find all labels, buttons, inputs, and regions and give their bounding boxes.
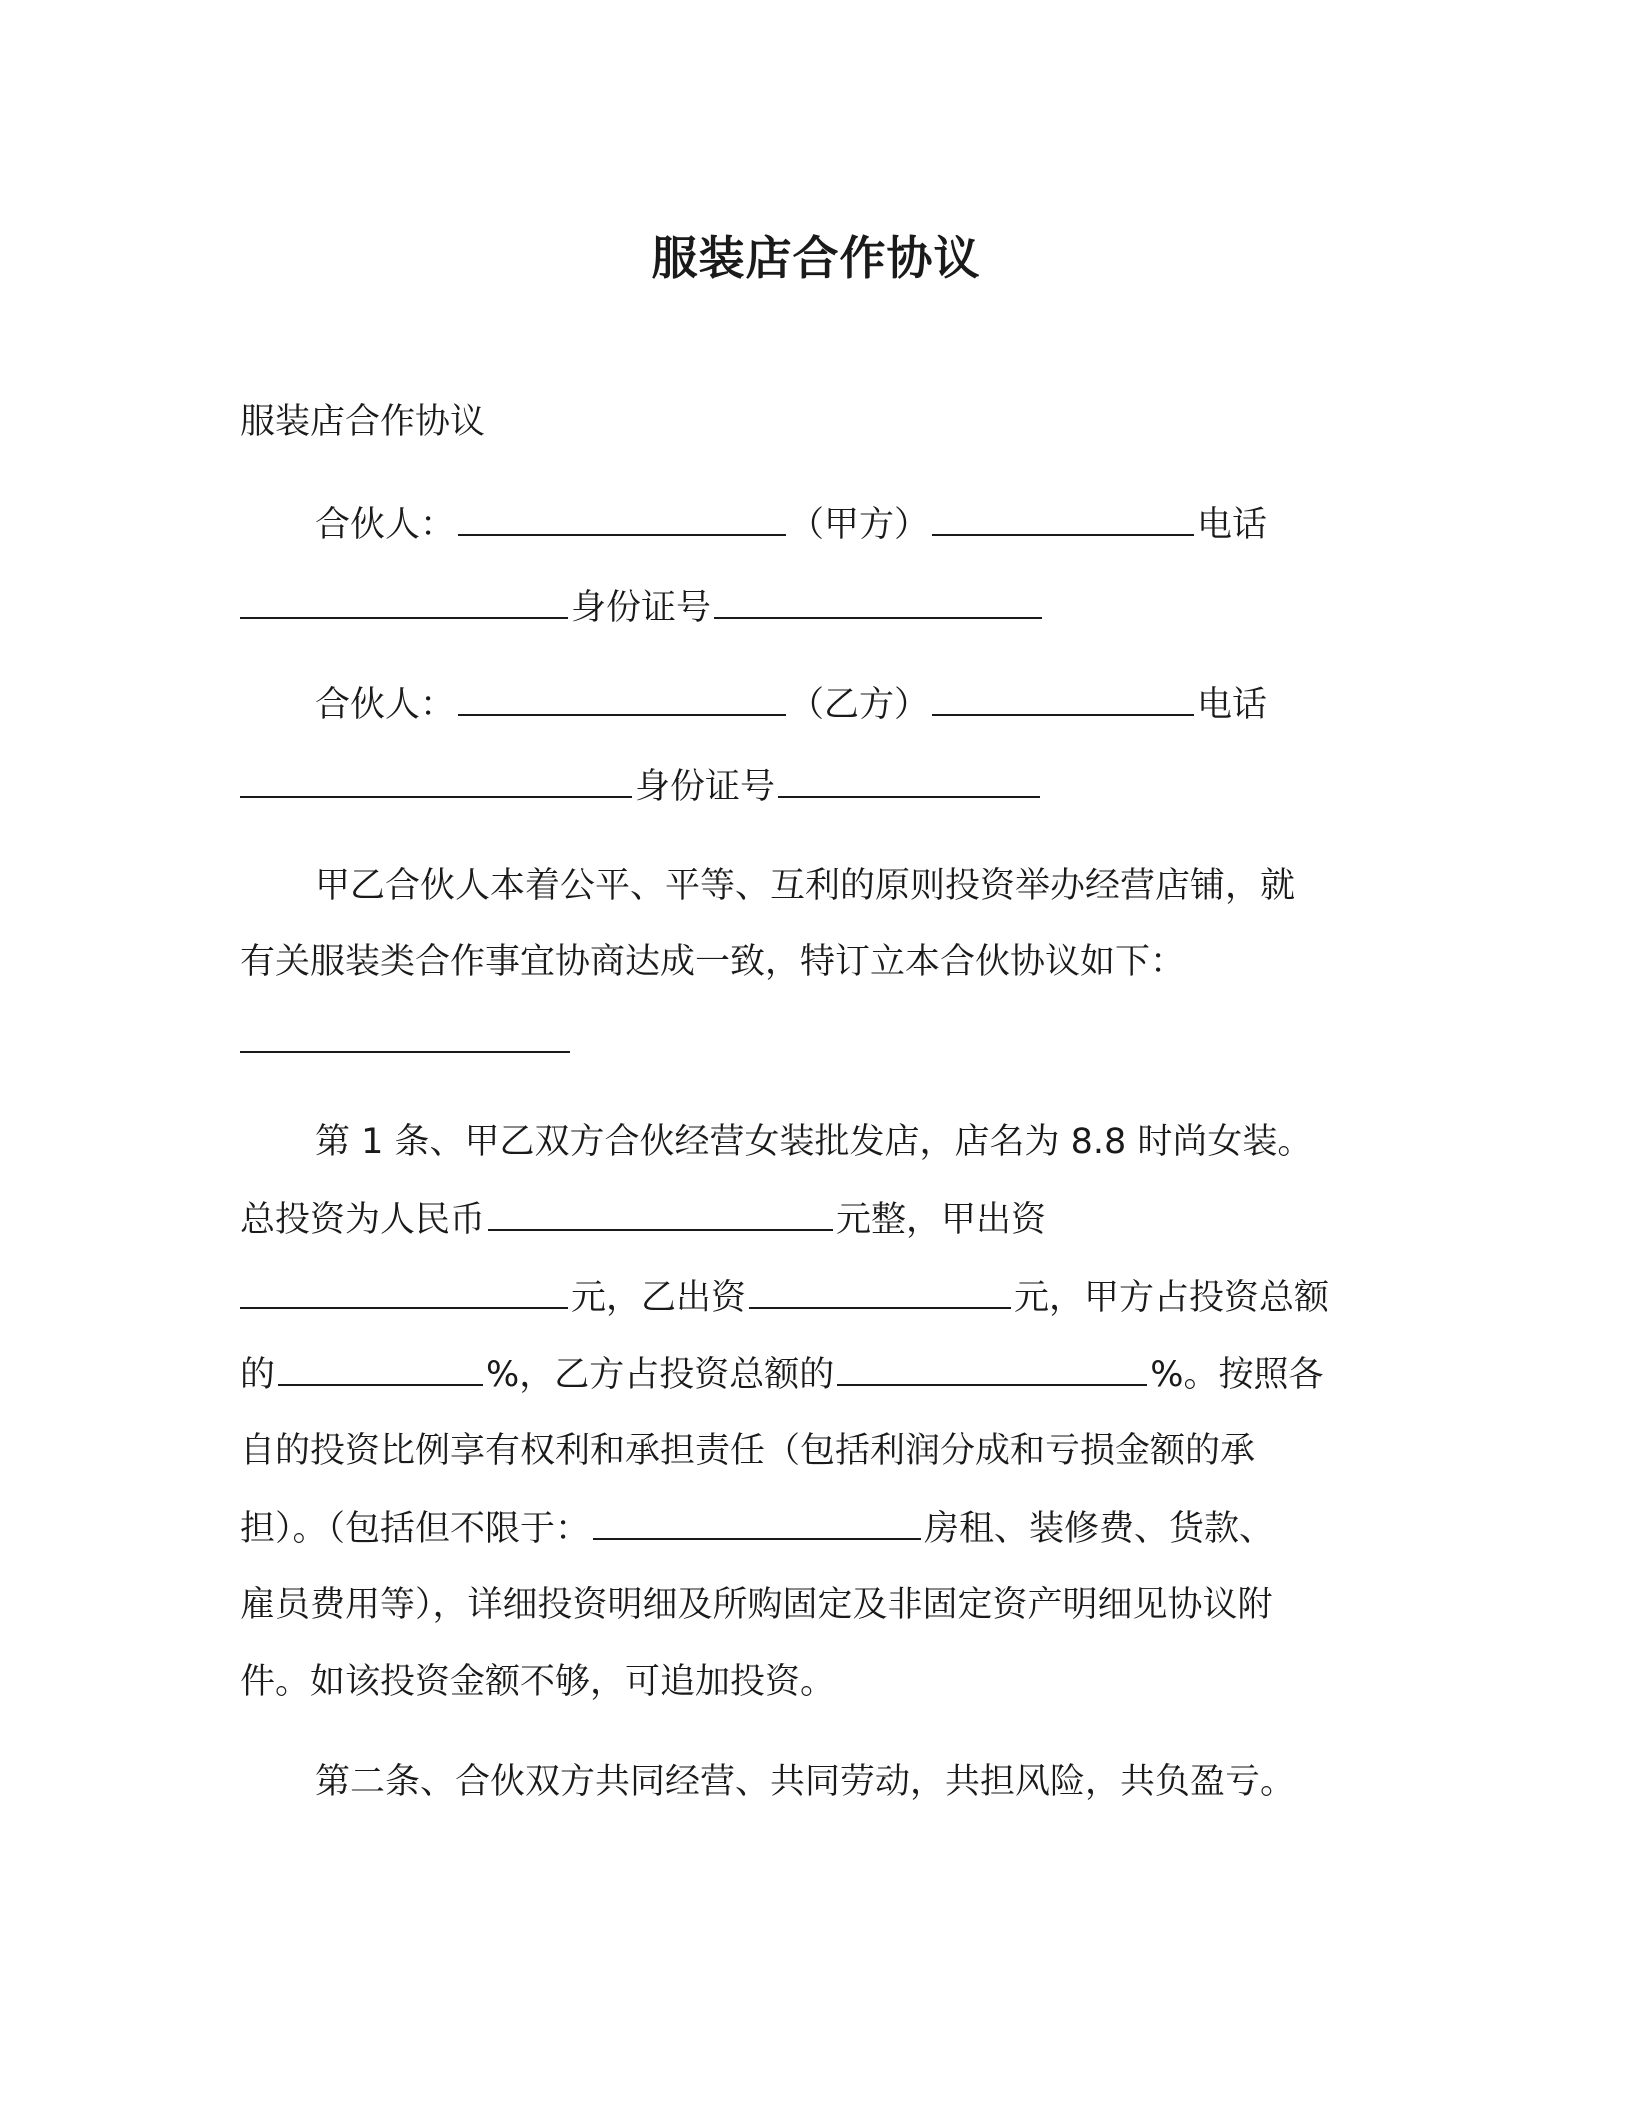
intro-blank-field[interactable]: [240, 1017, 570, 1053]
party-b-phone-label: 电话: [1197, 685, 1268, 725]
article1-line-3: [240, 1273, 1329, 1322]
party-a-label: 合伙人：: [315, 505, 456, 545]
party-b-phone-field[interactable]: [240, 762, 632, 798]
party-b-role: （乙方）: [789, 685, 930, 725]
intro-blank-line: [240, 1017, 573, 1066]
party-a-id-line: [240, 583, 1045, 632]
party-b-investment-field[interactable]: [749, 1273, 1011, 1309]
article2-line-1: 第二条、合伙双方共同经营、共同劳动，共担风险，共负盈亏。: [315, 1762, 1296, 1802]
party-a-name-field[interactable]: [458, 500, 786, 536]
article1-line-4: [240, 1350, 1324, 1399]
party-b-id-line: [240, 762, 1043, 811]
party-a-share-label: 元，甲方占投资总额: [1014, 1278, 1330, 1318]
party-b-share-field[interactable]: [837, 1350, 1147, 1386]
party-a-id-label: 身份证号: [571, 588, 712, 628]
total-investment-label: 总投资为人民币: [240, 1200, 486, 1240]
party-b-name-field[interactable]: [458, 680, 786, 716]
party-a-id-field[interactable]: [714, 583, 1042, 619]
intro-line-1: 甲乙合伙人本着公平、平等、互利的原则投资举办经营店铺，就: [315, 866, 1296, 906]
article1-line-4-tail: %。按照各: [1150, 1355, 1324, 1395]
expense-items: 房租、装修费、货款、: [924, 1509, 1275, 1549]
party-a-share-field[interactable]: [278, 1350, 483, 1386]
including-label: 担）。（包括但不限于：: [240, 1509, 591, 1549]
party-b-label: 合伙人：: [315, 685, 456, 725]
document-subtitle: 服装店合作协议: [240, 402, 486, 442]
party-b-line: [315, 680, 1267, 729]
article1-line-7: 雇员费用等），详细投资明细及所购固定及非固定资产明细见协议附: [240, 1585, 1273, 1625]
total-investment-field[interactable]: [488, 1195, 833, 1231]
party-a-phone-label: 电话: [1197, 505, 1268, 545]
party-a-name-field-2[interactable]: [932, 500, 1194, 536]
party-a-role: （甲方）: [789, 505, 930, 545]
article1-line-6: [240, 1504, 1274, 1553]
party-b-id-field[interactable]: [778, 762, 1040, 798]
party-b-investment-label: 元，乙出资: [571, 1278, 747, 1318]
party-a-share-prefix: 的: [240, 1355, 276, 1395]
party-a-line: [315, 500, 1267, 549]
article1-line-5: 自的投资比例享有权利和承担责任（包括利润分成和亏损金额的承: [240, 1431, 1256, 1471]
party-b-id-label: 身份证号: [635, 767, 776, 807]
party-a-phone-field[interactable]: [240, 583, 568, 619]
article1-line-8: 件。如该投资金额不够，可追加投资。: [240, 1662, 836, 1702]
party-a-investment-field[interactable]: [240, 1273, 568, 1309]
article1-line-2: [240, 1195, 1046, 1244]
party-a-investment-label: 元整，甲出资: [836, 1200, 1047, 1240]
document-title: 服装店合作协议: [651, 231, 981, 285]
article1-line-1: 第 1 条、甲乙双方合伙经营女装批发店，店名为 8.8 时尚女装。: [315, 1122, 1313, 1162]
party-b-name-field-2[interactable]: [932, 680, 1194, 716]
party-b-share-label: %，乙方占投资总额的: [486, 1355, 835, 1395]
intro-line-2: 有关服装类合作事宜协商达成一致，特订立本合伙协议如下：: [240, 942, 1186, 982]
including-field[interactable]: [593, 1504, 921, 1540]
